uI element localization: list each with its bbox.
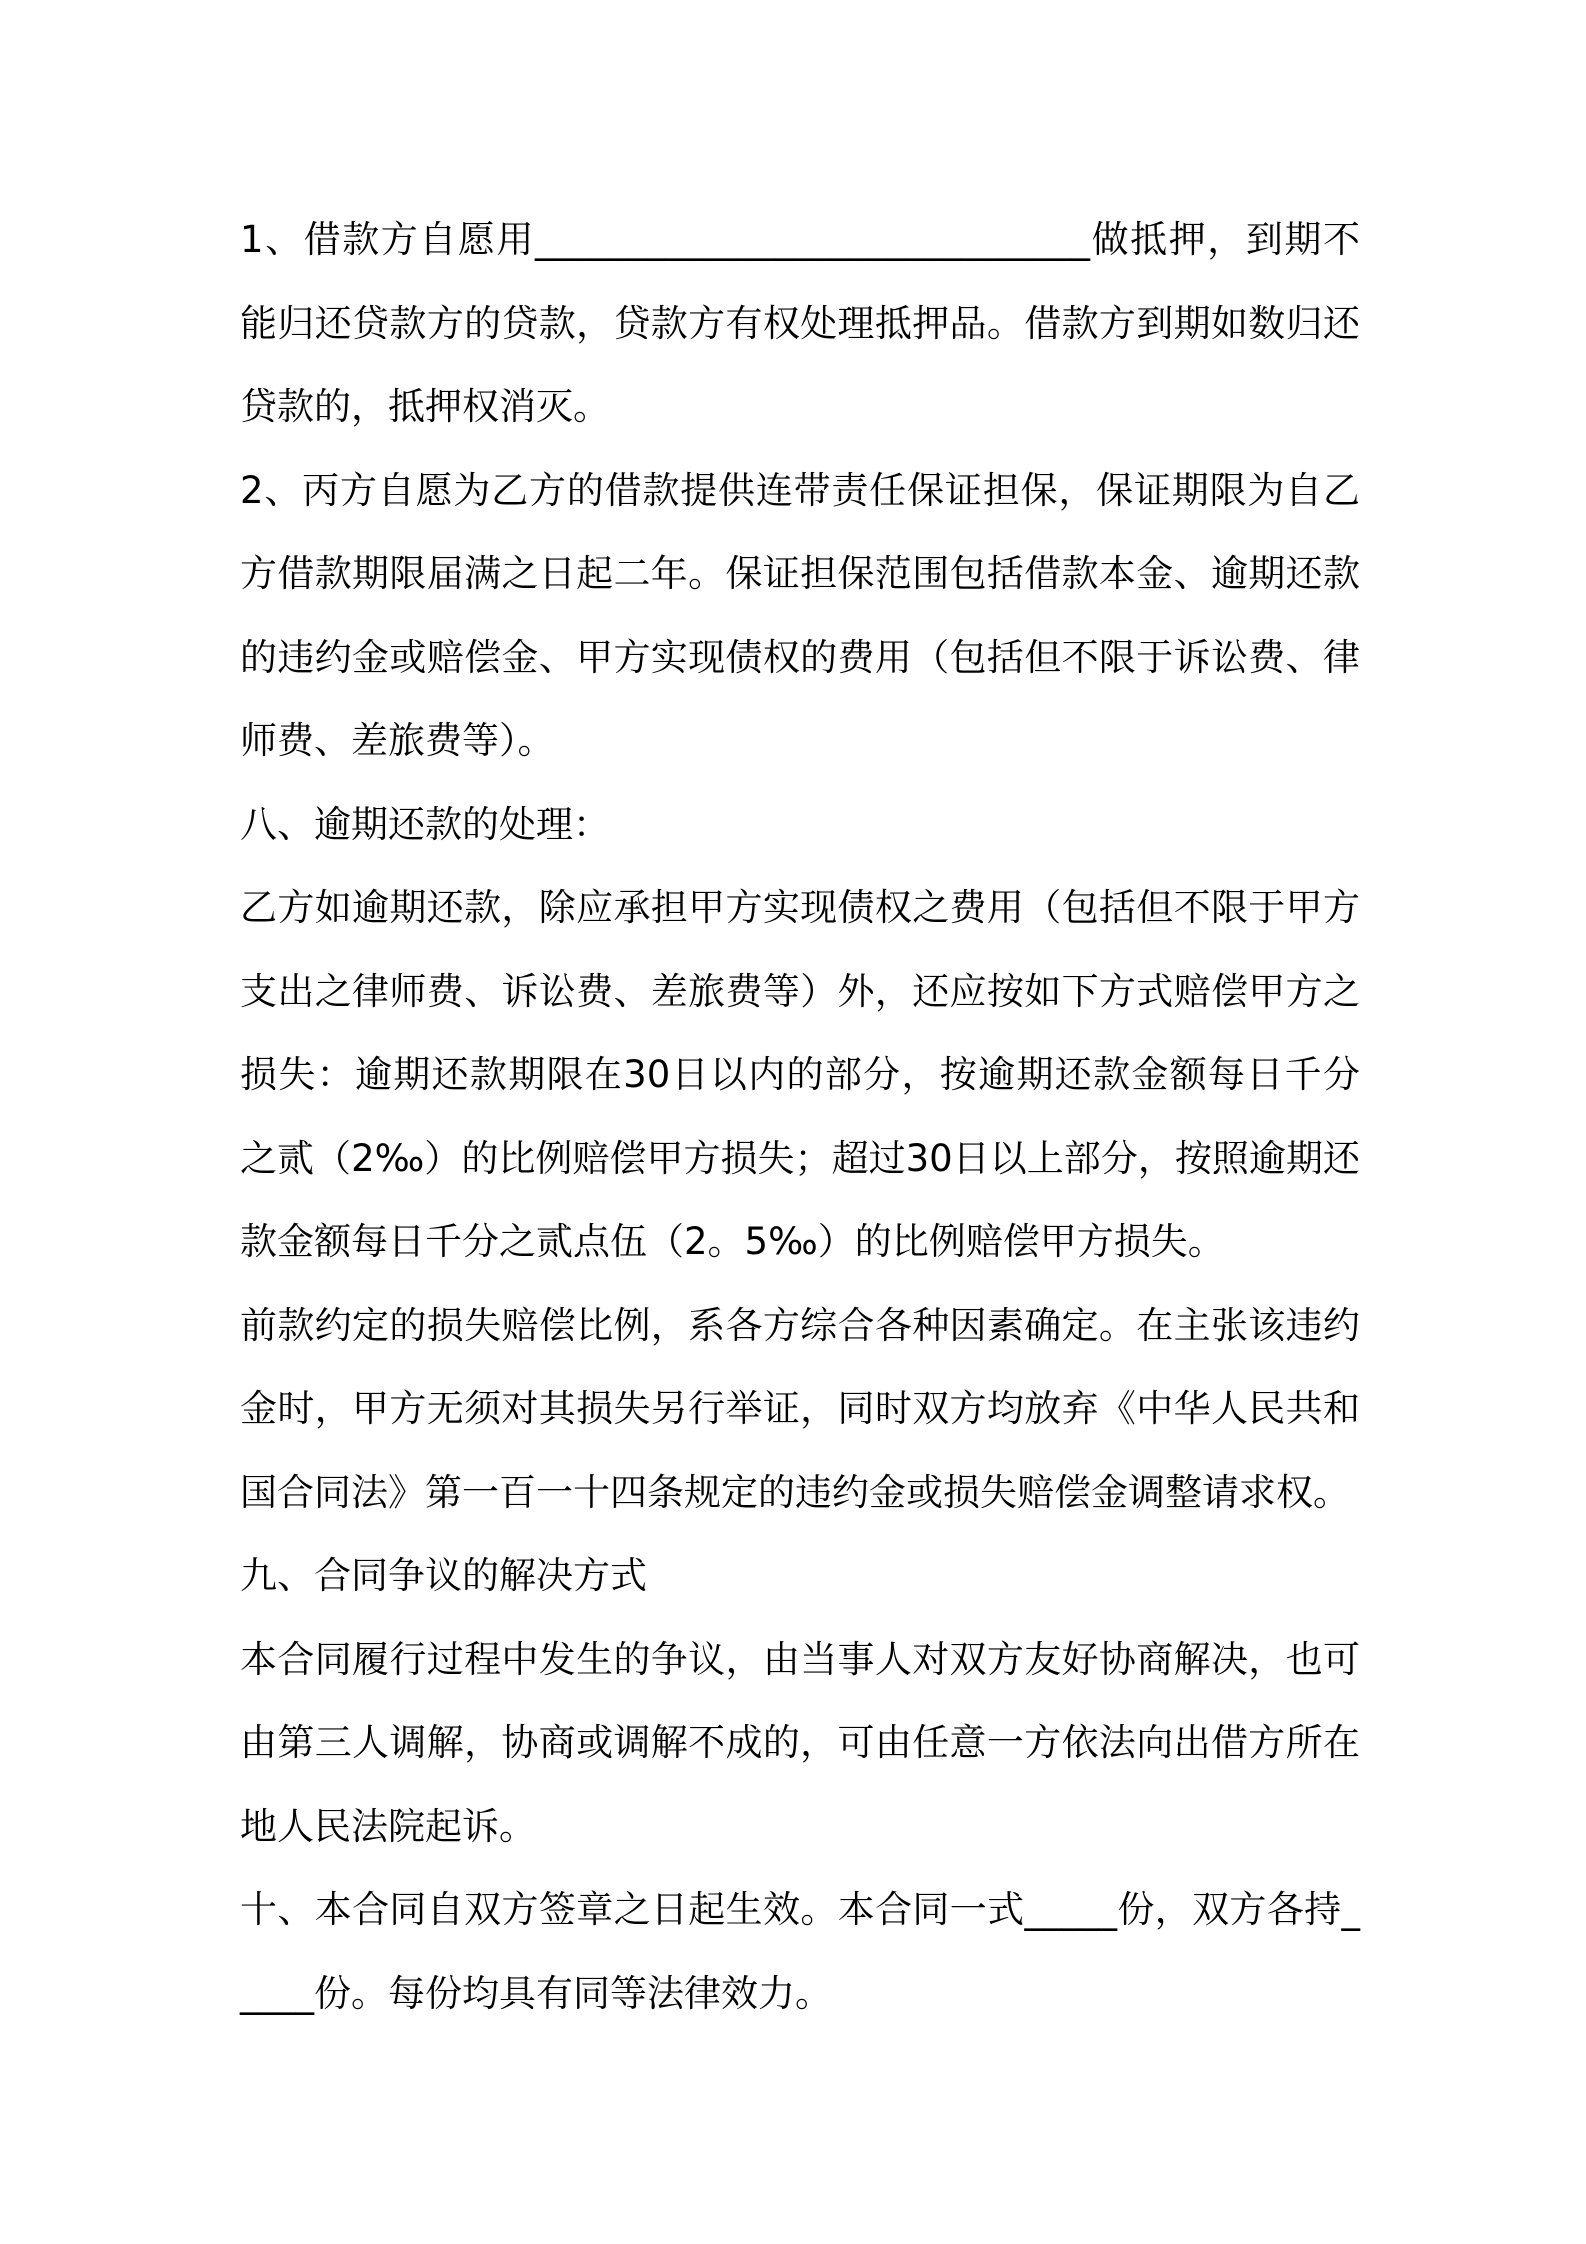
clause-overdue-penalty: 乙方如逾期还款，除应承担甲方实现债权之费用（包括但不限于甲方支出之律师费、诉讼费、差旅费等）外，还应按如下方式赔偿甲方之损失：逾期还款期限在30日以内的部分，按逾期还款金额每日千分之贰（2‰）的比例赔偿甲方损失；超过30日以上部分，按照逾期还款金额每日千分之贰点伍（2。5‰）的比例赔偿甲方损失。 — [240, 886, 1360, 1263]
document-body — [240, 198, 1360, 2035]
clause-collateral: 1、借款方自愿用______________________________做抵押，到期不能归还贷款方的贷款，贷款方有权处理抵押品。借款方到期如数归还贷款的，抵押权消灭。 — [240, 218, 1360, 428]
clause-guarantee: 2、丙方自愿为乙方的借款提供连带责任保证担保，保证期限为自乙方借款期限届满之日起二年。保证担保范围包括借款本金、逾期还款的违约金或赔偿金、甲方实现债权的费用（包括但不限于诉讼费、律师费、差旅费等）。 — [240, 468, 1360, 762]
clause-dispute-resolution: 本合同履行过程中发生的争议，由当事人对双方友好协商解决，也可由第三人调解，协商或调解不成的，可由任意一方依法向出借方所在地人民法院起诉。 — [240, 1637, 1360, 1848]
section-heading-dispute: 九、合同争议的解决方式 — [240, 1554, 647, 1597]
section-heading-overdue: 八、逾期还款的处理： — [240, 802, 610, 846]
clause-effectiveness: 十、本合同自双方签章之日起生效。本合同一式_____份，双方各持_____份。每份均具有同等法律效力。 — [240, 1888, 1360, 2015]
clause-penalty-basis: 前款约定的损失赔偿比例，系各方综合各种因素确定。在主张该违约金时，甲方无须对其损失另行举证，同时双方均放弃《中华人民共和国合同法》第一百一十四条规定的违约金或损失赔偿金调整请求权。 — [240, 1303, 1360, 1514]
